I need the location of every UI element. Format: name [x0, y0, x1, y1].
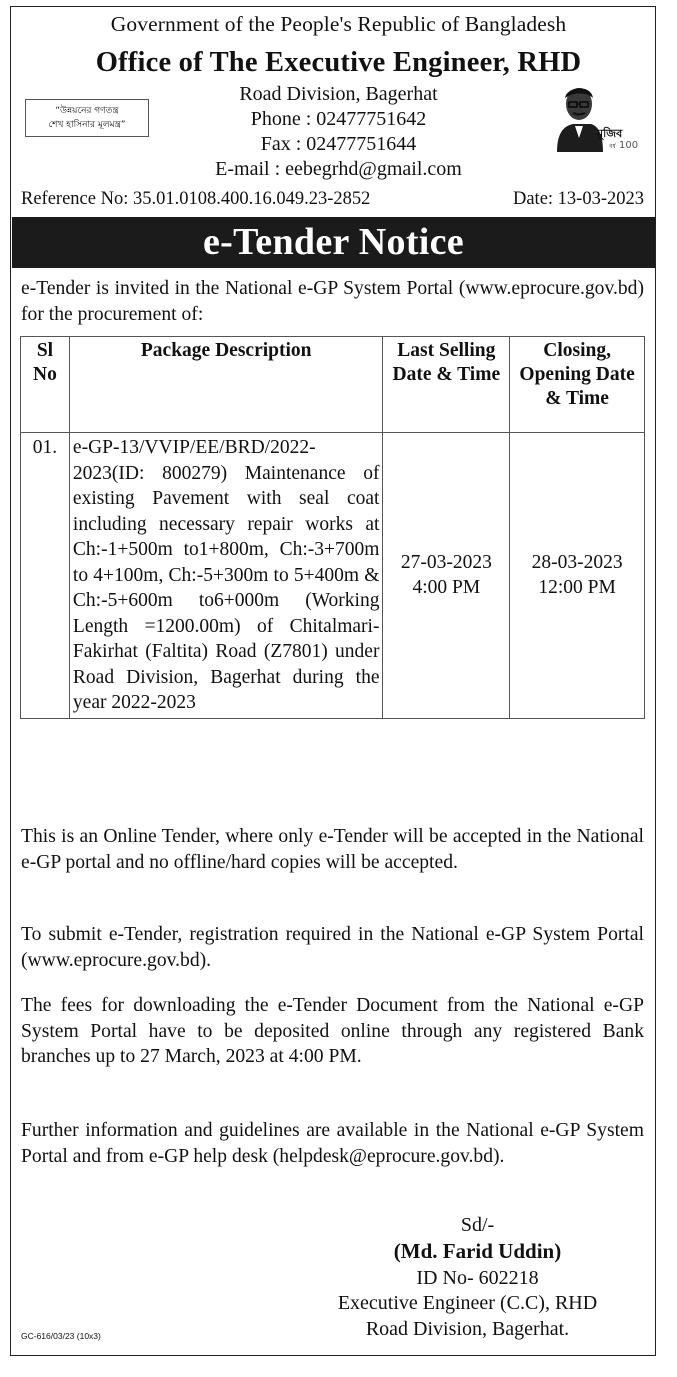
fees-paragraph: The fees for downloading the e-Tender Document from the National e-GP System Portal have to be deposited online through any registered Bank branches up to 27 March, 2023 at 4:00 PM.	[21, 995, 644, 1067]
logo-text: মুজিব	[597, 127, 623, 140]
government-heading: Government of the People's Republic of Bangladesh	[110, 12, 567, 36]
signature-sd: Sd/-	[460, 1214, 495, 1236]
row-closing	[510, 433, 645, 719]
reference-number: Reference No: 35.01.0108.400.16.049.23-2852	[21, 189, 371, 209]
slogan-line-2: শেখ হাসিনার মূলমন্ত্র”	[48, 120, 126, 130]
fax-line: Fax : 02477751644	[260, 133, 417, 155]
office-heading: Office of The Executive Engineer, RHD	[95, 47, 582, 78]
slogan-line-1: “উন্নয়নের গণতন্ত্র	[55, 106, 119, 116]
header-sl: Sl No	[21, 337, 70, 433]
mujib-100-logo	[551, 82, 641, 154]
slogan-badge	[25, 99, 149, 137]
phone-line: Phone : 02477751642	[250, 108, 427, 130]
last-selling-time: 4:00 PM	[412, 577, 481, 599]
row-last-selling	[383, 433, 510, 719]
logo-sub: বর্ষ	[609, 143, 616, 150]
division-line: Road Division, Bagerhat	[239, 83, 438, 105]
signatory-division: Road Division, Bagerhat.	[365, 1318, 570, 1340]
signatory-designation: Executive Engineer (C.C), RHD	[337, 1292, 598, 1314]
registration-paragraph: To submit e-Tender, registration required in the National e-GP System Portal (www.eprocure.gov.bd).	[21, 924, 644, 971]
row-description: e-GP-13/VVIP/EE/BRD/2022-2023(ID: 800279) Maintenance of existing Pavement with seal coat including necessary repair works at Ch:-1+500m to1+800m, Ch:-3+700m to 4+100m, Ch:-5+300m to 5+400m & Ch:-5+600m to6+000m (Working Length =1200.00m) of Chitalmari-Fakirhat (Faltita) Road (Z7801) under Road Division, Bagerhat during the year 2022-2023	[69, 433, 383, 719]
email-line: E-mail : eebegrhd@gmail.com	[215, 158, 462, 180]
last-selling-date: 27-03-2023	[400, 551, 492, 573]
row-sl: 01.	[21, 433, 70, 719]
logo-number: 100	[619, 140, 639, 151]
table-header-row	[21, 337, 645, 433]
header-closing: Closing, Opening Date & Time	[510, 337, 645, 433]
closing-date: 28-03-2023	[531, 551, 623, 573]
header-last-selling: Last Selling Date & Time	[383, 337, 510, 433]
signatory-name: (Md. Farid Uddin)	[393, 1239, 562, 1263]
notice-title: e-Tender Notice	[12, 217, 655, 268]
intro-text: e-Tender is invited in the National e-GP System Portal (www.eprocure.gov.bd) for the procurement of:	[21, 278, 644, 325]
tender-table	[20, 336, 645, 719]
notice-date: Date: 13-03-2023	[512, 189, 644, 209]
further-info-paragraph: Further information and guidelines are available in the National e-GP System Portal and from e-GP help desk (helpdesk@eprocure.gov.bd).	[21, 1120, 644, 1167]
footer-code: GC-616/03/23 (10x3)	[21, 1331, 101, 1341]
online-tender-paragraph: This is an Online Tender, where only e-Tender will be accepted in the National e-GP portal and no offline/hard copies will be accepted.	[21, 826, 644, 873]
table-row	[21, 433, 645, 719]
header-package: Package Description	[69, 337, 383, 433]
signatory-id: ID No- 602218	[416, 1267, 539, 1289]
closing-time: 12:00 PM	[538, 577, 616, 599]
